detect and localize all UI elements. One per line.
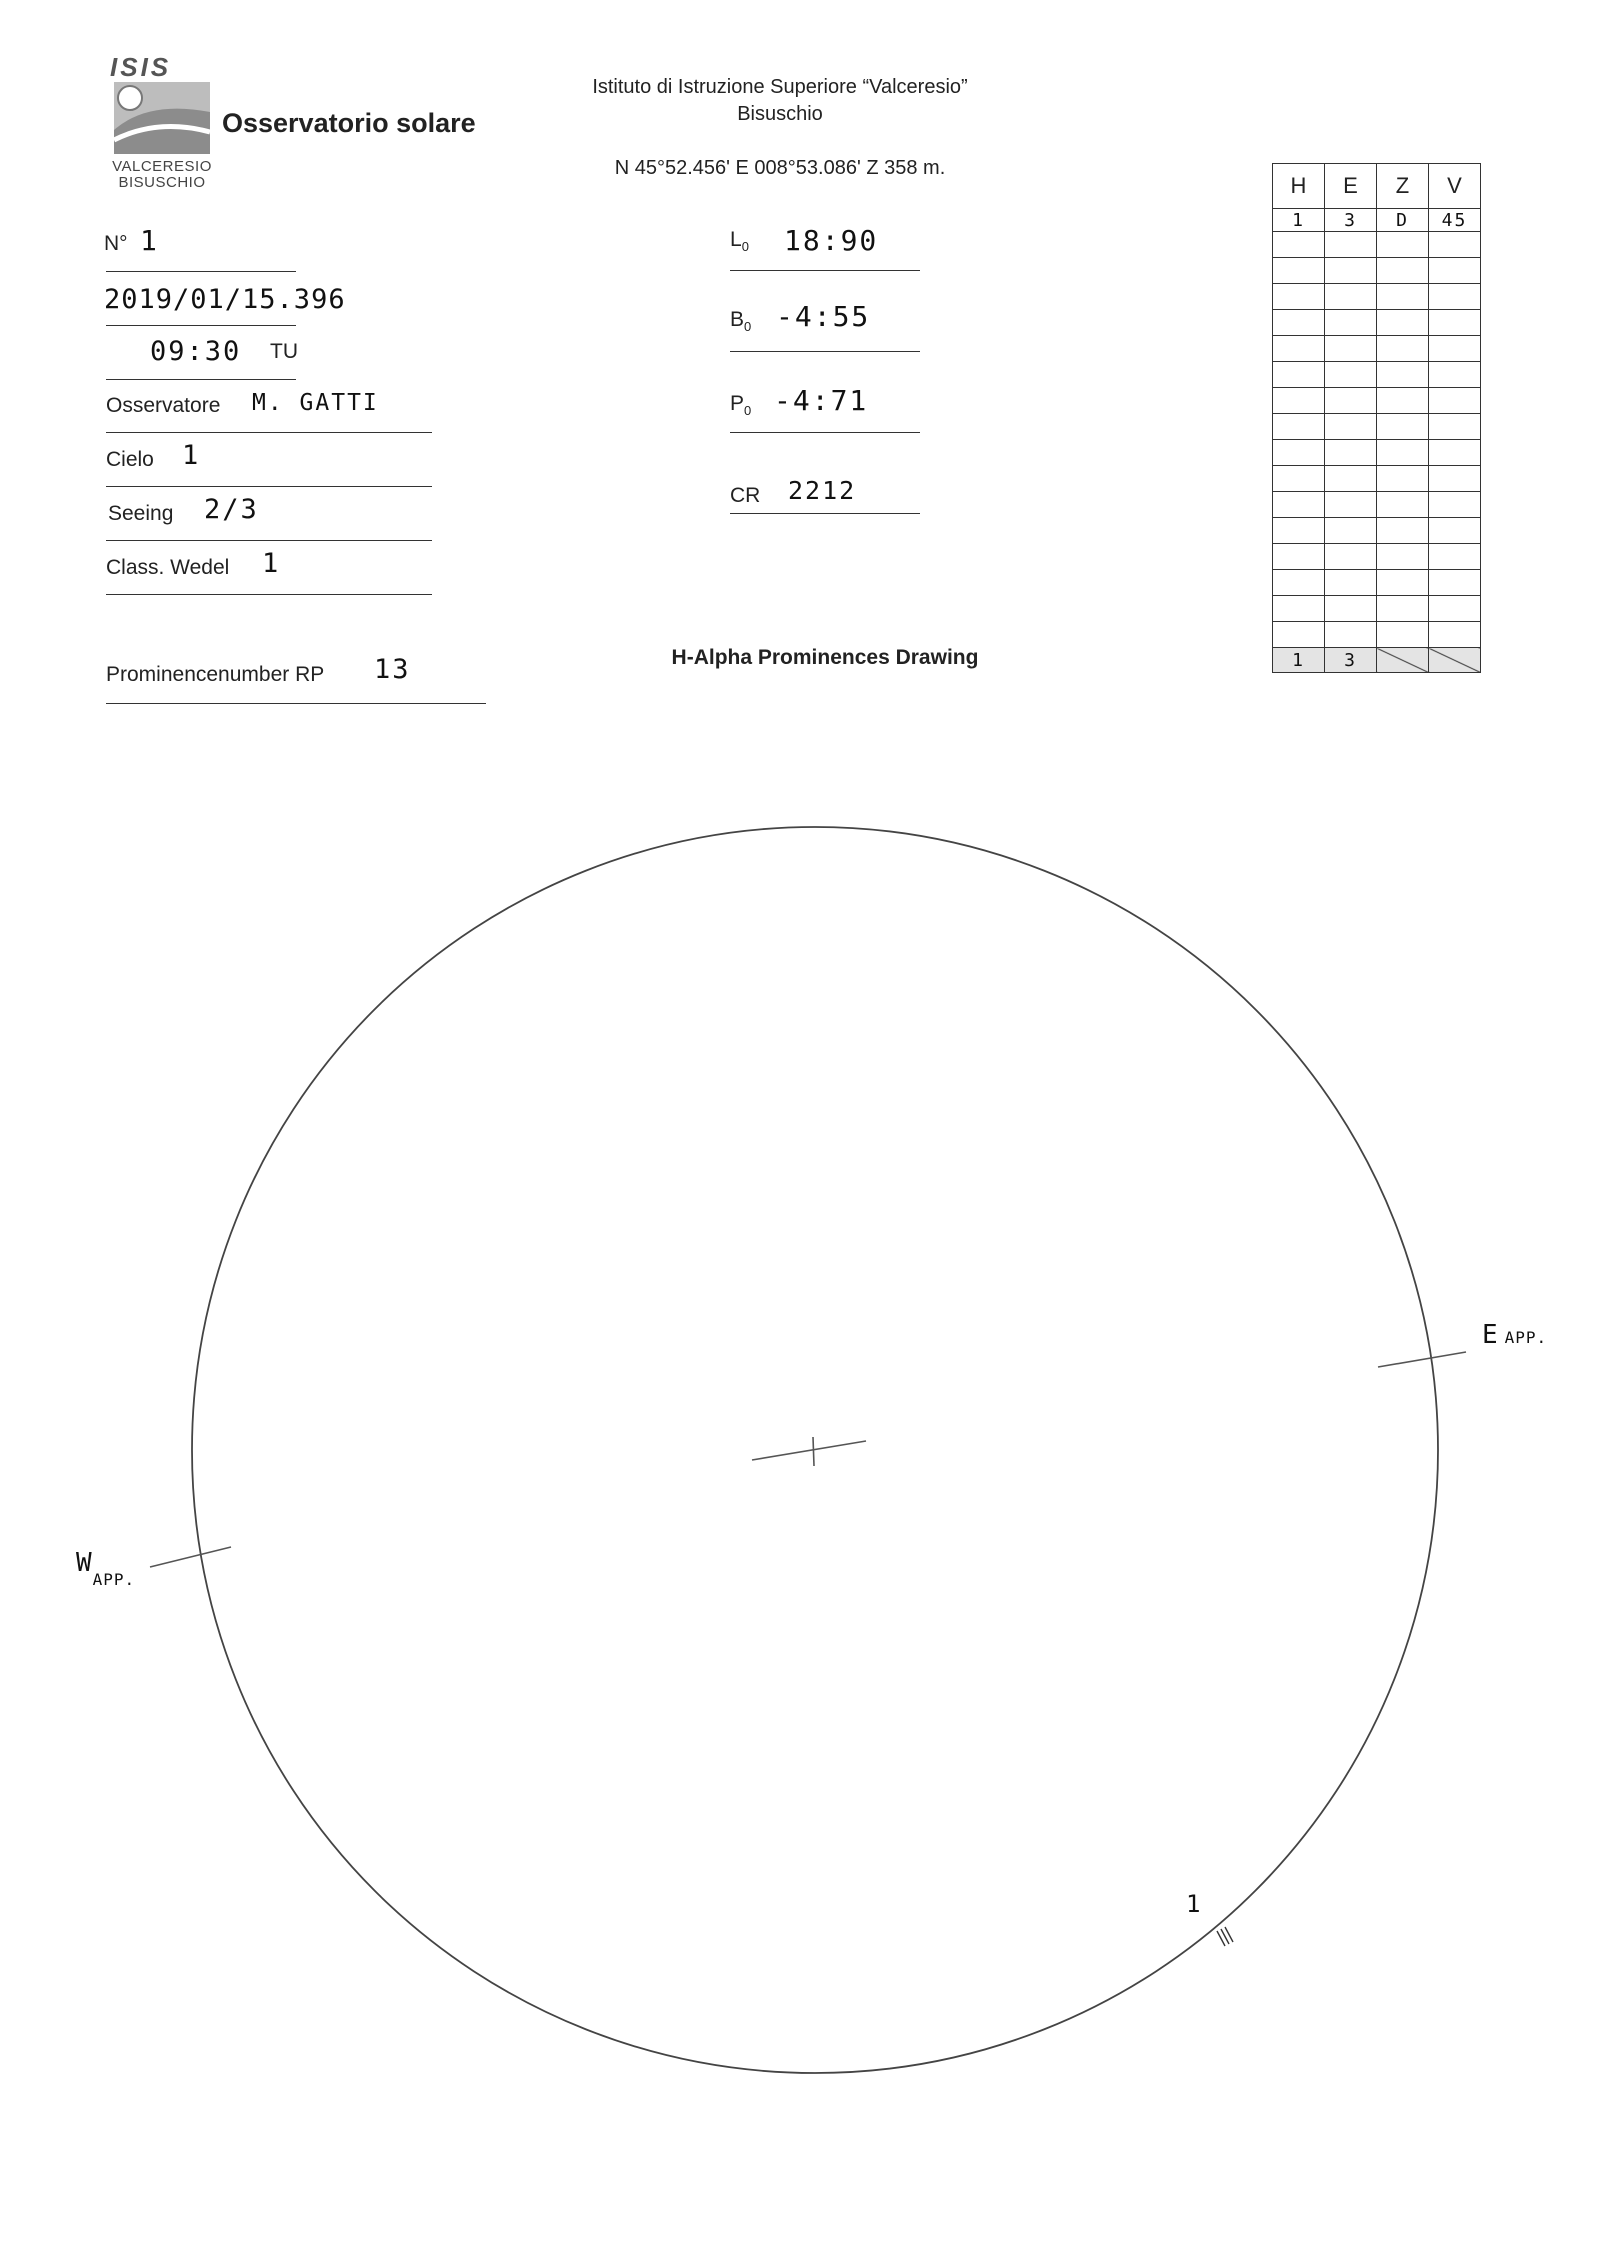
empty-cell [1429,570,1481,596]
empty-cell [1377,622,1429,648]
center-tick [813,1437,814,1466]
empty-cell [1273,258,1325,284]
l0-value: 18:90 [784,224,879,257]
b0-underline [730,351,920,352]
empty-cell [1325,570,1377,596]
empty-cell [1377,518,1429,544]
empty-cell [1429,622,1481,648]
empty-cell [1377,388,1429,414]
time-underline [106,379,296,380]
cr-label: CR [730,484,761,507]
sky-value: 1 [182,440,201,471]
col-header-v: V [1429,164,1481,209]
wedel-label: Class. Wedel [106,556,230,579]
empty-cell [1429,336,1481,362]
empty-cell [1273,388,1325,414]
empty-cell [1377,440,1429,466]
empty-cell [1273,518,1325,544]
empty-cell [1377,258,1429,284]
l0-underline [730,270,920,271]
empty-cell [1273,570,1325,596]
empty-cell [1273,232,1325,258]
p0-underline [730,432,920,433]
cr-value: 2212 [788,476,857,505]
empty-cell [1377,466,1429,492]
empty-cell [1377,310,1429,336]
wedel-value: 1 [262,548,281,579]
empty-cell [1429,388,1481,414]
empty-cell [1429,284,1481,310]
empty-cell [1377,570,1429,596]
east-label: EAPP. [1482,1320,1548,1350]
west-label: $W_{APP.}$ [76,1548,136,1589]
p0-value: -4:71 [774,384,869,417]
cell-h: 1 [1273,209,1325,232]
prominence-count-table [1272,163,1481,673]
empty-cell [1273,466,1325,492]
logo-name-line2: BISUSCHIO [118,174,206,191]
cr-underline [730,513,920,514]
empty-cell [1325,362,1377,388]
empty-cell [1325,492,1377,518]
empty-cell [1325,440,1377,466]
empty-cell [1377,596,1429,622]
rp-label: Prominencenumber RP [106,663,325,686]
col-header-h: H [1273,164,1325,209]
empty-cell [1325,388,1377,414]
institute-logo [108,60,216,172]
wedel-underline [106,594,432,595]
empty-cell [1325,544,1377,570]
institute-name: Istituto di Istruzione Superiore “Valceresio” [592,76,968,98]
total-e: 3 [1325,648,1377,673]
empty-cell [1429,492,1481,518]
empty-cell [1325,414,1377,440]
empty-cell [1429,466,1481,492]
prominence-label: 1 [1186,1890,1203,1918]
empty-cell [1377,492,1429,518]
logo-text: ISIS [110,52,172,82]
empty-cell [1377,414,1429,440]
observer-label: Osservatore [106,394,221,417]
sky-label: Cielo [106,448,154,471]
observer-value: M. GATTI [252,390,379,416]
cell-z: D [1377,209,1429,232]
empty-cell [1325,466,1377,492]
institute-town: Bisuschio [737,103,823,125]
empty-cell [1273,596,1325,622]
empty-cell [1429,258,1481,284]
l0-label: $L_0$ [730,228,749,255]
empty-cell [1429,596,1481,622]
empty-cell [1273,336,1325,362]
empty-cell [1273,362,1325,388]
observatory-title: Osservatorio solare [222,108,476,138]
empty-cell [1273,622,1325,648]
seeing-underline [106,540,432,541]
total-h: 1 [1273,648,1325,673]
empty-cell [1429,440,1481,466]
empty-cell [1377,232,1429,258]
total-z-crossed [1377,648,1429,673]
solar-disk-circle [192,827,1438,2073]
empty-cell [1273,492,1325,518]
sky-underline [106,486,432,487]
number-value: 1 [140,224,159,257]
empty-cell [1273,440,1325,466]
empty-cell [1325,310,1377,336]
cell-e: 3 [1325,209,1377,232]
number-underline [106,271,296,272]
observer-underline [106,432,432,433]
p0-label: $P_0$ [730,392,752,419]
prominence-mark [1217,1927,1233,1946]
time-unit: TU [270,340,298,363]
empty-cell [1377,362,1429,388]
b0-label: $B_0$ [730,308,752,335]
empty-cell [1273,414,1325,440]
empty-cell [1325,336,1377,362]
seeing-value: 2/3 [204,494,259,525]
empty-cell [1429,362,1481,388]
total-v-crossed [1429,648,1481,673]
empty-cell [1273,310,1325,336]
rp-underline [106,703,486,704]
date-value: 2019/01/15.396 [104,284,346,315]
seeing-label: Seeing [108,502,174,525]
site-coordinates: N 45°52.456' E 008°53.086' Z 358 m. [614,157,946,179]
empty-cell [1325,284,1377,310]
empty-cell [1273,544,1325,570]
empty-cell [1325,258,1377,284]
empty-cell [1325,518,1377,544]
col-header-e: E [1325,164,1377,209]
empty-cell [1325,232,1377,258]
empty-cell [1377,284,1429,310]
empty-cell [1377,544,1429,570]
center-axis-line [752,1441,866,1460]
cell-v: 45 [1429,209,1481,232]
empty-cell [1429,414,1481,440]
empty-cell [1429,544,1481,570]
date-underline [106,325,296,326]
empty-cell [1377,336,1429,362]
empty-cell [1429,518,1481,544]
drawing-title: H-Alpha Prominences Drawing [671,646,979,669]
time-value: 09:30 [150,336,242,367]
empty-cell [1325,622,1377,648]
number-label: N° [104,232,128,255]
col-header-z: Z [1377,164,1429,209]
empty-cell [1273,284,1325,310]
rp-value: 13 [374,654,411,685]
empty-cell [1325,596,1377,622]
empty-cell [1429,310,1481,336]
logo-name-line1: VALCERESIO [112,158,212,175]
east-tick [1378,1352,1466,1367]
empty-cell [1429,232,1481,258]
west-tick [150,1547,231,1567]
b0-value: -4:55 [776,300,871,333]
